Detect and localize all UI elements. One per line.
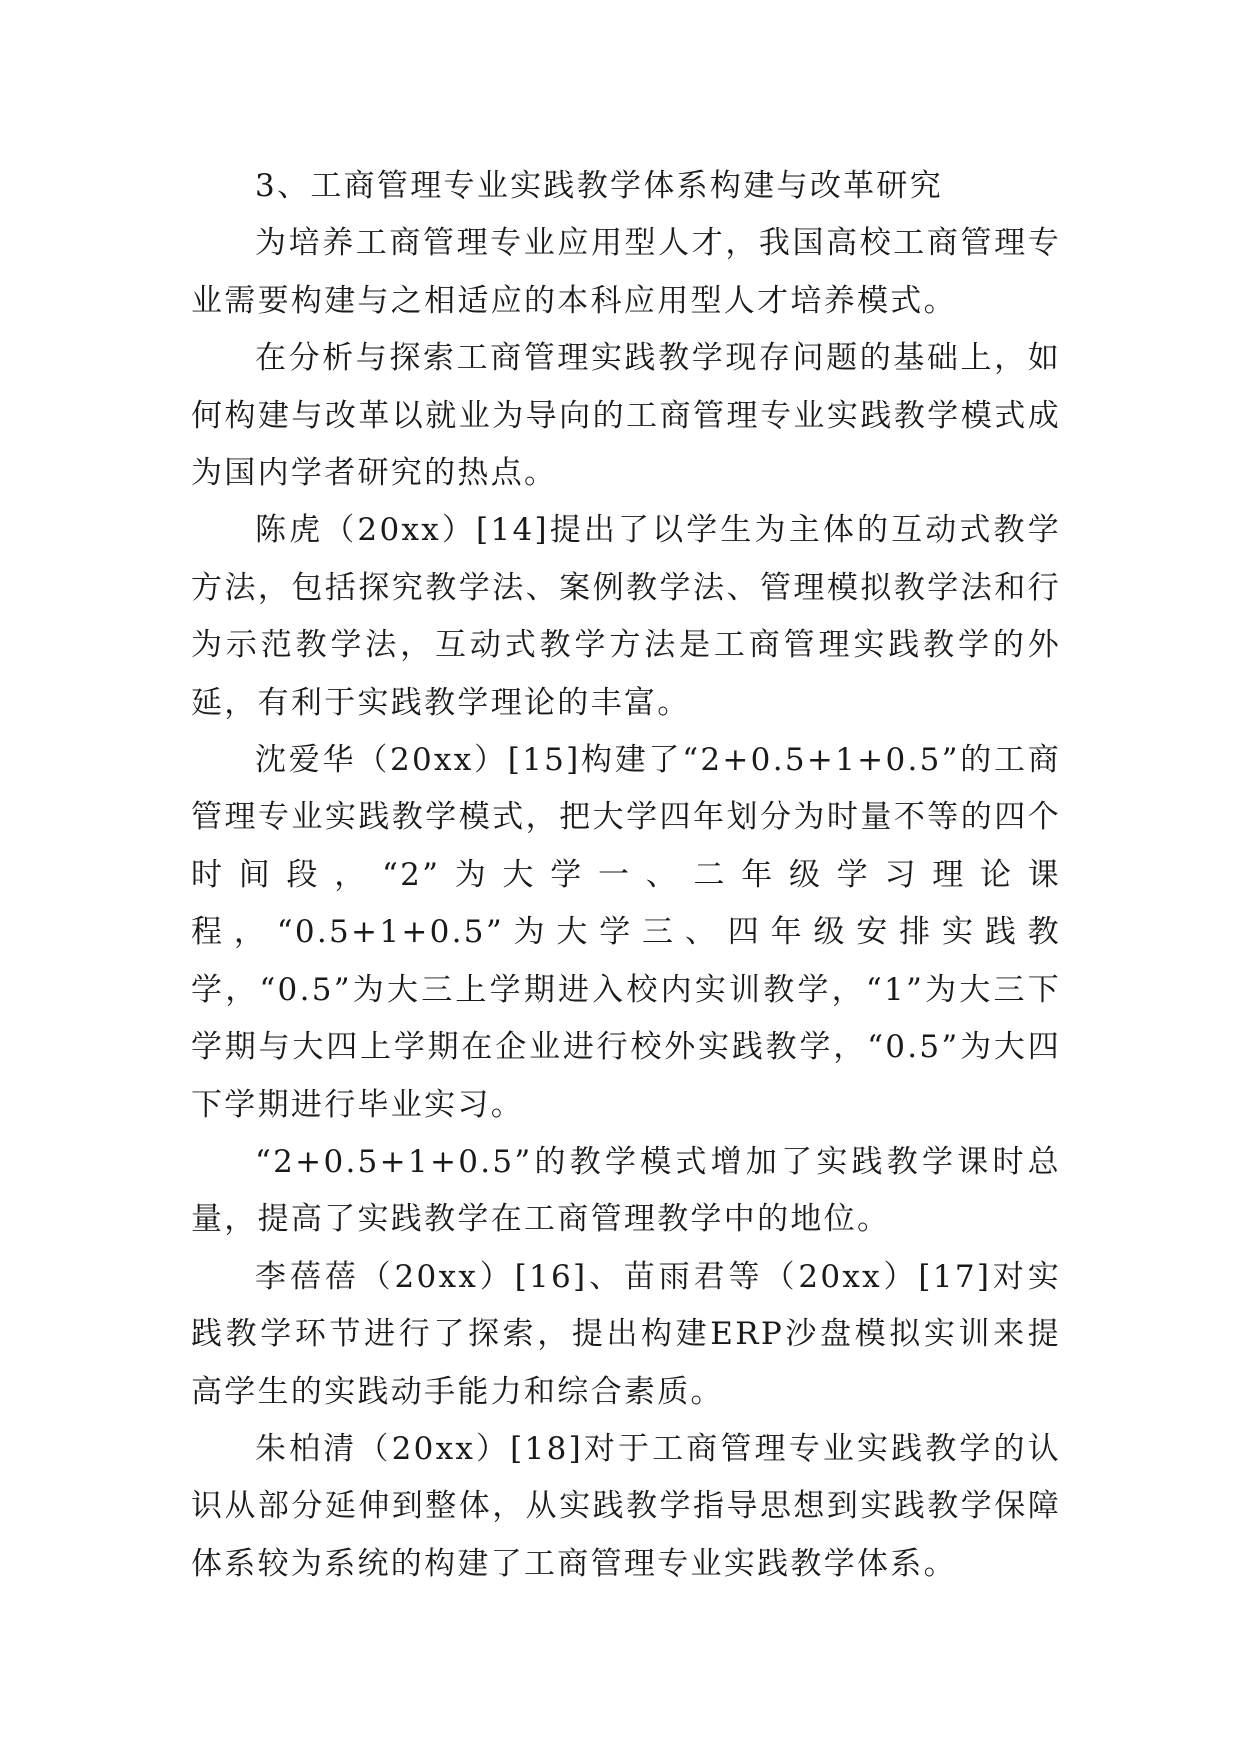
document-body bbox=[191, 158, 1061, 1593]
paragraph-5: “2+0.5+1+0.5”的教学模式增加了实践教学课时总量，提高了实践教学在工商管理教学中的地位。 bbox=[191, 1143, 1061, 1238]
section-heading: 3、工商管理专业实践教学体系构建与改革研究 bbox=[255, 168, 944, 204]
paragraph-1: 为培养工商管理专业应用型人才，我国高校工商管理专业需要构建与之相适应的本科应用型人才培养模式。 bbox=[191, 225, 1061, 319]
paragraph-2: 在分析与探索工商管理实践教学现存问题的基础上，如何构建与改革以就业为导向的工商管理专业实践教学模式成为国内学者研究的热点。 bbox=[191, 340, 1061, 492]
paragraph-6: 李蓓蓓（20xx）[16]、苗雨君等（20xx）[17]对实践教学环节进行了探索，提出构建ERP沙盘模拟实训来提高学生的实践动手能力和综合素质。 bbox=[191, 1258, 1061, 1410]
paragraph-7: 朱柏清（20xx）[18]对于工商管理专业实践教学的认识从部分延伸到整体，从实践教学指导思想到实践教学保障体系较为系统的构建了工商管理专业实践教学体系。 bbox=[191, 1430, 1061, 1582]
paragraph-3: 陈虎（20xx）[14]提出了以学生为主体的互动式教学方法，包括探究教学法、案例教学法、管理模拟教学法和行为示范教学法，互动式教学方法是工商管理实践教学的外延，有利于实践教学理论的丰富。 bbox=[191, 512, 1061, 721]
paragraph-4: 沈爱华（20xx）[15]构建了“2+0.5+1+0.5”的工商管理专业实践教学模式，把大学四年划分为时量不等的四个时间段，“2”为大学一、二年级学习理论课程，“0.5+1+0.5”为大学三、四年级安排实践教学，“0.5”为大三上学期进入校内实训教学，“1”为大三下学期与大四上学期在企业进行校外实践教学，“0.5”为大四下学期进行毕业实习。 bbox=[191, 742, 1061, 1123]
